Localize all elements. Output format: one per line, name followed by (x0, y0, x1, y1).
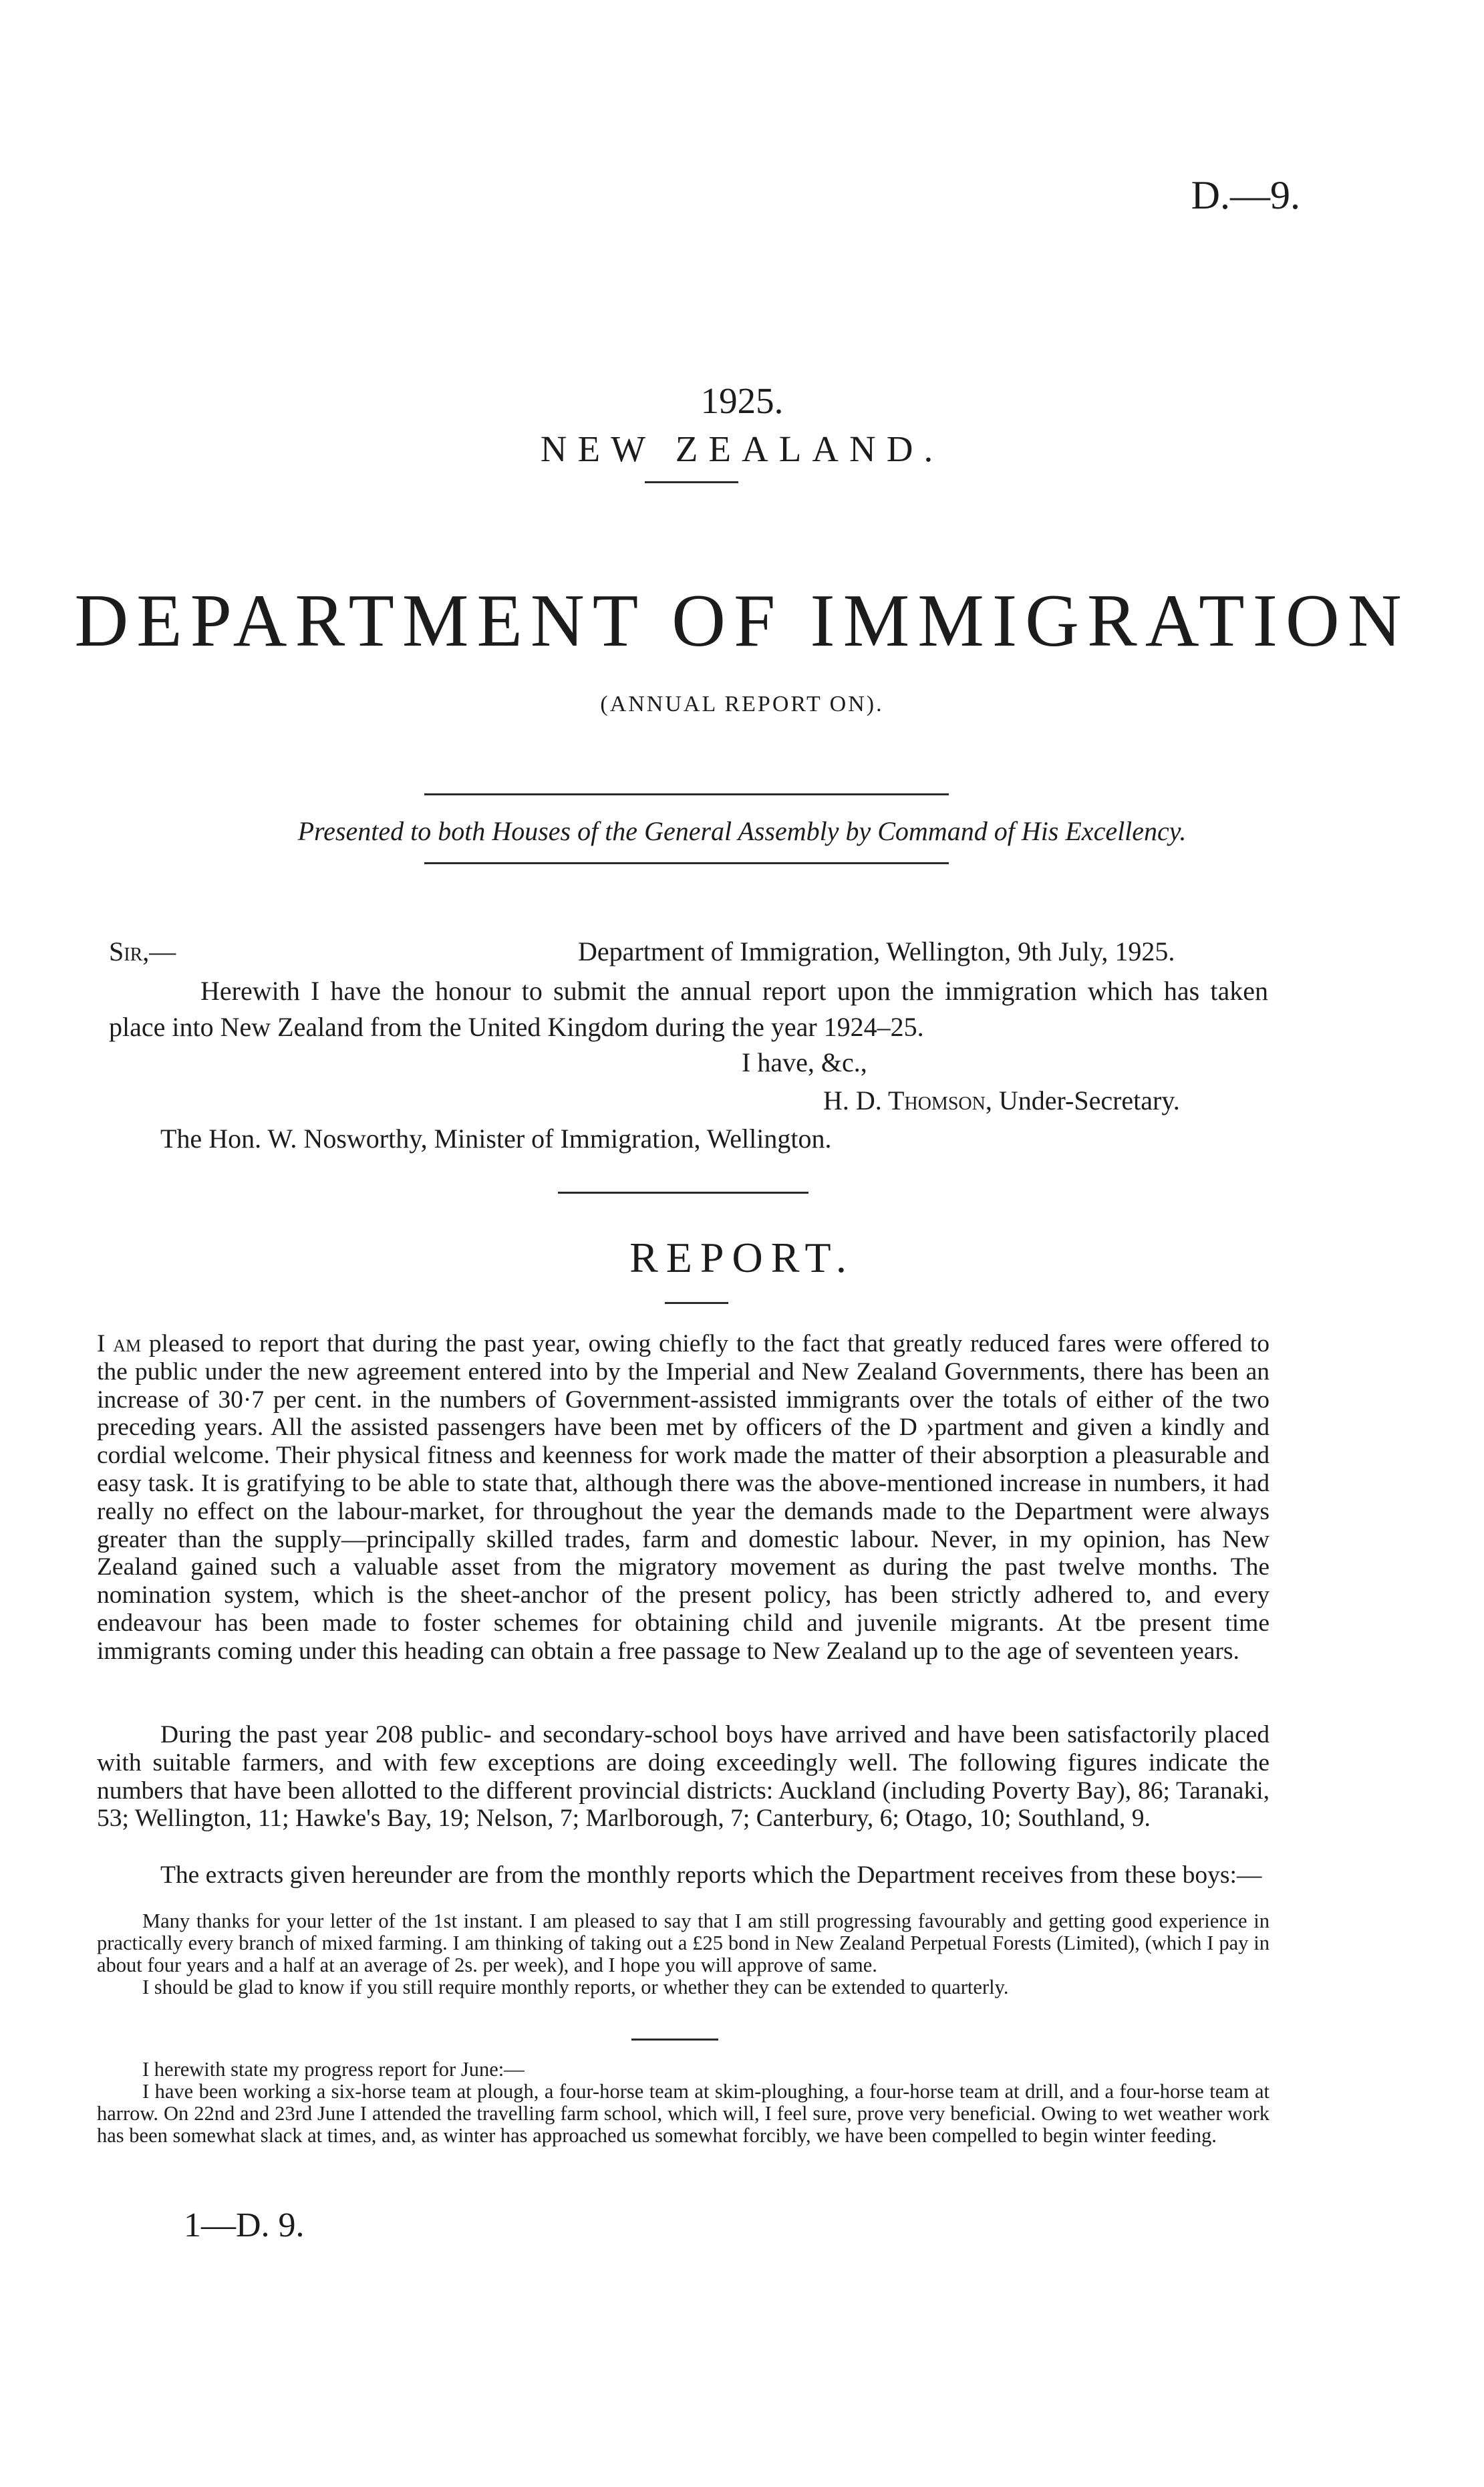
letter-addressee: The Hon. W. Nosworthy, Minister of Immigration, Wellington. (160, 1124, 832, 1154)
letter-signature: H. D. Thomson, Under-Secretary. (823, 1085, 1180, 1116)
document-title: DEPARTMENT OF IMMIGRATION (74, 579, 1410, 662)
extract-paragraph: Many thanks for your letter of the 1st instant. I am pleased to say that I am still progressing favourably and getting good experience in practically every branch of mixed farming. I am thinking of taking out a £25 bond in New Zealand Perpetual Forests (Limited), (which I pay in about four years and a half at an average of 2s. per week), and I hope you will approve of same. (97, 1910, 1270, 1976)
extract-paragraph: I have been working a six-horse team at plough, a four-horse team at skim-ploughing, a four-horse team at drill, and a four-horse team at harrow. On 22nd and 23rd June I attended the travelling farm school, which will, I feel sure, prove very beneficial. Owing to wet weather work has been somewhat slack at times, and, as winter has approached us somewhat forcibly, we have been compelled to begin winter feeding. (97, 2080, 1270, 2147)
divider-rule (665, 1302, 728, 1304)
boy-report-extract (97, 1910, 1270, 1998)
letter-closing: I have, &c., (742, 1047, 867, 1077)
presentation-line: Presented to both Houses of the General Assembly by Command of His Excellency. (297, 816, 1187, 846)
country-heading: NEW ZEALAND. (540, 428, 944, 469)
divider-rule (424, 862, 949, 864)
divider-rule (424, 793, 949, 795)
extract-paragraph: I should be glad to know if you still require monthly reports, or whether they can be extended to quarterly. (142, 1976, 1009, 1998)
extract-paragraph: I herewith state my progress report for June:— (142, 2058, 525, 2081)
footer-page-code: 1—D. 9. (184, 2206, 305, 2244)
letter-salutation: Sir,— (109, 936, 176, 966)
letter-body: Herewith I have the honour to submit the annual report upon the immigration which has taken place into New Zealand from the United Kingdom during the year 1924–25. (109, 976, 1268, 1042)
divider-rule (645, 481, 738, 483)
report-paragraph: I am pleased to report that during the past year, owing chiefly to the fact that greatly reduced fares were offered to the public under the new agreement entered into by the Imperial and New Zealand Governments, there has been an increase of 30·7 per cent. in the numbers of Government-assisted immigrants over the totals of either of the two preceding years. All the assisted passengers have been met by officers of the D ›partment and given a kindly and cordial welcome. Their physical fitness and keenness for work made the matter of their absorption a pleasurable and easy task. It is gratifying to be able to state that, although there was the above-mentioned increase in numbers, it had really no effect on the labour-market, for throughout the year the demands made to the Department were always greater than the supply—principally skilled trades, farm and domestic labour. Never, in my opinion, has New Zealand gained such a valuable asset from the migratory movement as during the past twelve months. The nomination system, which is the sheet-anchor of the present policy, has been strictly adhered to, and every endeavour has been made to foster schemes for obtaining child and juvenile migrants. At tbe present time immigrants coming under this heading can obtain a free passage to New Zealand up to the age of seventeen years. (97, 1330, 1270, 1665)
report-year: 1925. (700, 380, 784, 421)
divider-rule (631, 2039, 718, 2041)
letter-dateline: Department of Immigration, Wellington, 9th July, 1925. (578, 936, 1175, 966)
report-heading: REPORT. (629, 1234, 855, 1281)
report-paragraph: During the past year 208 public- and secondary-school boys have arrived and have been satisfactorily placed with suitable farmers, and with few exceptions are doing exceedingly well. The following figures indicate the numbers that have been allotted to the different provincial districts: Auckland (including Poverty Bay), 86; Taranaki, 53; Wellington, 11; Hawke's Bay, 19; Nelson, 7; Marlborough, 7; Canterbury, 6; Otago, 10; Southland, 9. (97, 1721, 1270, 1833)
divider-rule (558, 1192, 808, 1194)
report-paragraph: The extracts given hereunder are from the monthly reports which the Department receives from these boys:— (160, 1861, 1262, 1889)
boy-report-extract (97, 2059, 1270, 2147)
document-subtitle: (ANNUAL REPORT ON). (600, 692, 884, 716)
page-identifier: D.—9. (1191, 173, 1300, 217)
